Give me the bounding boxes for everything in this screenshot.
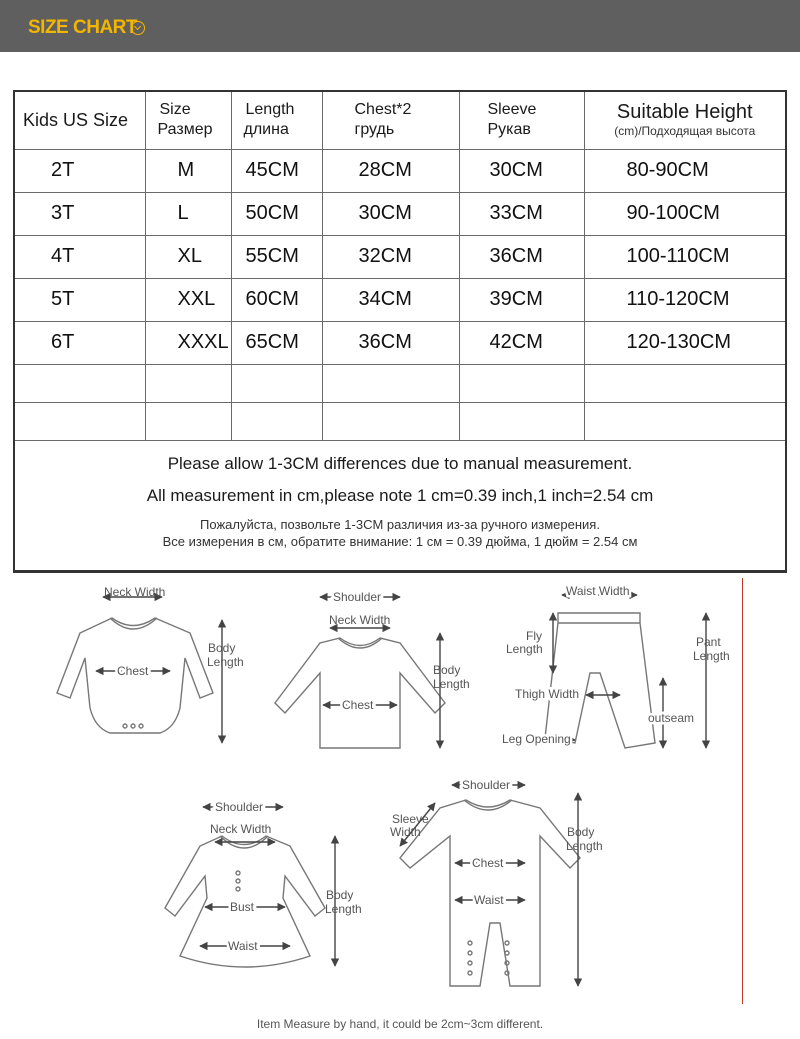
label-length: Length (325, 902, 362, 916)
table-cell: 2T (15, 149, 145, 192)
table-cell: 45CM (231, 149, 322, 192)
label-neck-width: Neck Width (104, 585, 166, 599)
table-row (15, 149, 785, 192)
note-english-1: Please allow 1-3CM differences due to manual measurement. (167, 454, 633, 473)
table-cell: 36CM (459, 235, 584, 278)
note-russian-2: Все измерения в см, обратите внимание: 1 см = 0.39 дюйма, 1 дюйм = 2.54 см (162, 534, 638, 549)
table-cell: 33CM (459, 192, 584, 235)
label-chest: Chest (342, 698, 374, 712)
label-outseam: outseam (648, 711, 695, 725)
table-cell: 39CM (459, 278, 584, 321)
table-cell: 34CM (322, 278, 459, 321)
header-cell: Sleeve Рукав (459, 92, 584, 149)
table-cell: XXXL (145, 321, 231, 364)
table-row (15, 321, 785, 364)
header-cell: Kids US Size (15, 92, 145, 149)
table-cell: 30CM (322, 192, 459, 235)
label-body: Body (326, 888, 354, 902)
label-fly: Fly (526, 629, 542, 643)
footer-note: Item Measure by hand, it could be 2cm~3cm different. (256, 1017, 544, 1031)
table-cell: 110-120CM (584, 278, 785, 321)
table-cell: L (145, 192, 231, 235)
table-row (15, 278, 785, 321)
pants-diagram (545, 595, 706, 748)
table-cell: 6T (15, 321, 145, 364)
label-shoulder: Shoulder (333, 590, 382, 604)
label-pant: Pant (696, 635, 721, 649)
table-row (15, 192, 785, 235)
empty-row (15, 364, 785, 402)
header-cell: Chest*2 грудь (322, 92, 459, 149)
chevron-circle-icon (131, 21, 145, 35)
table-cell: XL (145, 235, 231, 278)
table-cell: 80-90CM (584, 149, 785, 192)
label-shoulder: Shoulder (462, 778, 511, 792)
note-english-2: All measurement in cm,please note 1 cm=0.39 inch,1 inch=2.54 cm (146, 486, 654, 505)
table-cell: 50CM (231, 192, 322, 235)
size-table (15, 92, 785, 441)
label-thigh-width: Thigh Width (515, 687, 580, 701)
label-neck-width: Neck Width (210, 822, 272, 836)
measurement-notes (15, 444, 785, 572)
label-body: Body (567, 825, 595, 839)
header-banner (0, 0, 800, 52)
note-russian-1: Пожалуйста, позвольте 1-3CM различия из-за ручного измерения. (200, 517, 600, 532)
table-cell: 90-100CM (584, 192, 785, 235)
table-cell: 4T (15, 235, 145, 278)
table-cell: XXL (145, 278, 231, 321)
label-shoulder: Shoulder (215, 800, 264, 814)
empty-row (15, 402, 785, 440)
size-chart-box (13, 90, 787, 573)
table-cell: 30CM (459, 149, 584, 192)
label-length: Length (566, 839, 603, 853)
label-fly-length: Length (506, 642, 543, 656)
label-body: Body (433, 663, 461, 677)
label-pant-length: Length (693, 649, 730, 663)
label-chest: Chest (117, 664, 149, 678)
label-body: Body (208, 641, 236, 655)
table-cell: 100-110CM (584, 235, 785, 278)
measurement-diagrams (0, 578, 800, 1018)
label-length: Length (207, 655, 244, 669)
table-cell: 60CM (231, 278, 322, 321)
table-header-row (15, 92, 785, 149)
header-cell: Suitable Height (cm)/Подходящая высота (584, 92, 785, 149)
label-sleeve-width: Width (390, 825, 421, 839)
label-bust: Bust (230, 900, 255, 914)
table-cell: 28CM (322, 149, 459, 192)
table-cell: 5T (15, 278, 145, 321)
header-cell: Size Размер (145, 92, 231, 149)
table-cell: 55CM (231, 235, 322, 278)
label-waist-width: Waist Width (566, 584, 630, 598)
table-cell: 36CM (322, 321, 459, 364)
table-row (15, 235, 785, 278)
label-sleeve: Sleeve (392, 812, 429, 826)
table-cell: 42CM (459, 321, 584, 364)
table-cell: M (145, 149, 231, 192)
table-cell: 32CM (322, 235, 459, 278)
table-cell: 65CM (231, 321, 322, 364)
label-leg-opening: Leg Opening (502, 732, 571, 746)
label-waist: Waist (228, 939, 258, 953)
label-chest: Chest (472, 856, 504, 870)
label-neck-width: Neck Width (329, 613, 391, 627)
label-waist: Waist (474, 893, 504, 907)
label-length: Length (433, 677, 470, 691)
header-cell: Length длина (231, 92, 322, 149)
banner-title: SIZE CHART (28, 17, 137, 38)
table-cell: 120-130CM (584, 321, 785, 364)
table-cell: 3T (15, 192, 145, 235)
